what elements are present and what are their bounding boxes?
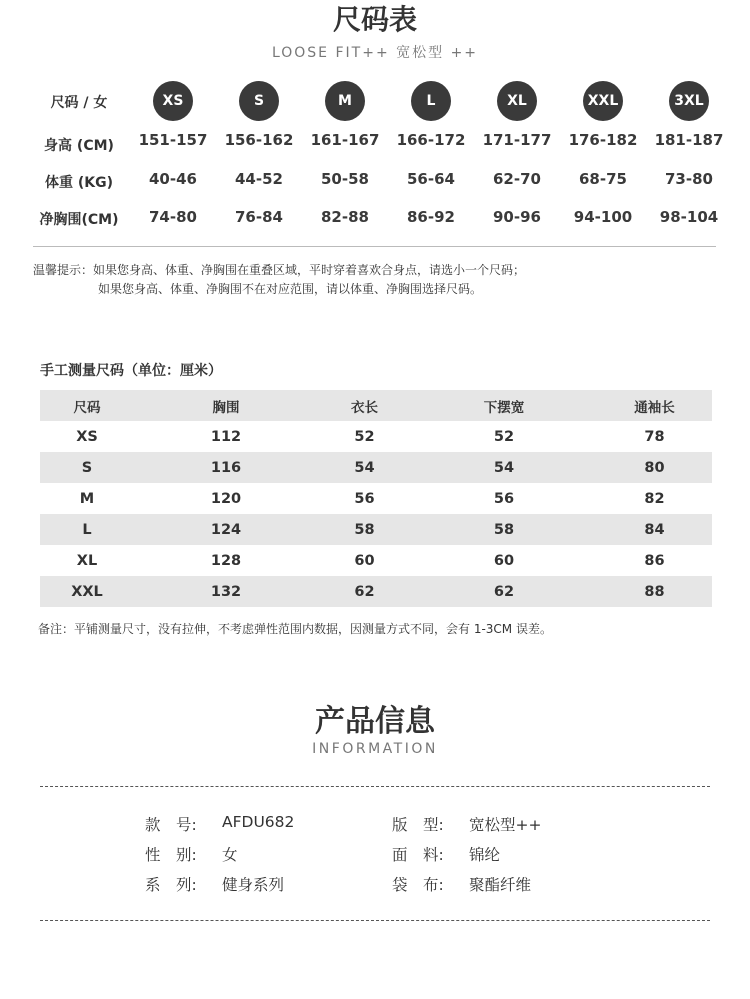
weight-value: 56-64 — [407, 170, 455, 188]
col-header-length: 衣长 — [318, 390, 411, 421]
cell-hem: 62 — [411, 576, 597, 607]
weight-value: 73-80 — [665, 170, 713, 188]
col-header-sleeve: 通袖长 — [597, 390, 712, 421]
cell-sleeve: 84 — [597, 514, 712, 545]
chest-value: 98-104 — [659, 208, 719, 226]
cell-sleeve: 86 — [644, 552, 665, 569]
chest-value: 86-92 — [407, 208, 455, 226]
weight-value: 62-70 — [493, 170, 541, 188]
cell-size: XS — [76, 428, 98, 445]
measure-note: 备注：平铺测量尺寸，没有拉伸，不考虑弹性范围内数据，因测量方式不同，会有 1-3CM 误差。 — [38, 622, 552, 636]
chest-value: 74-80 — [149, 208, 197, 226]
info-label-fabric: 面 料: — [392, 846, 444, 864]
cell-size: XL — [76, 552, 98, 569]
cell-sleeve: 78 — [644, 428, 665, 445]
info-label-gender: 性 别: — [145, 846, 197, 864]
info-value-gender: 女 — [222, 846, 238, 864]
cell-length: 58 — [318, 514, 411, 545]
cell-hem: 58 — [411, 514, 597, 545]
info-label-style-no: 款 号: — [145, 816, 197, 834]
table-row — [40, 576, 712, 607]
info-value-fit: 宽松型++ — [469, 816, 542, 834]
size-badge-3xl: 3XL — [669, 81, 709, 121]
table-row — [40, 514, 712, 545]
size-badge-xl: XL — [497, 81, 537, 121]
cell-chest: 120 — [210, 490, 242, 507]
col-header-chest: 胸围 — [134, 390, 318, 421]
weight-value: 68-75 — [579, 170, 627, 188]
cell-sleeve: 80 — [597, 452, 712, 483]
height-value: 151-157 — [138, 131, 208, 149]
table-row — [40, 421, 712, 452]
measure-table — [40, 390, 712, 607]
cell-size: XXL — [40, 576, 134, 607]
cell-hem: 56 — [493, 490, 515, 507]
cell-hem: 54 — [411, 452, 597, 483]
size-badge-m: M — [325, 81, 365, 121]
col-header-hem: 下摆宽 — [411, 390, 597, 421]
cell-chest: 124 — [134, 514, 318, 545]
size-badge-xxl: XXL — [583, 81, 623, 121]
product-info-subtitle: INFORMATION — [312, 741, 438, 757]
cell-length: 54 — [318, 452, 411, 483]
cell-chest: 112 — [210, 428, 242, 445]
dashed-divider-bottom — [40, 920, 710, 921]
cell-hem: 60 — [493, 552, 515, 569]
dashed-divider-top — [40, 786, 710, 787]
cell-sleeve: 88 — [597, 576, 712, 607]
size-badge-l: L — [411, 81, 451, 121]
row-label-height: 身高 (CM) — [44, 138, 114, 154]
product-info-title: 产品信息 — [315, 704, 435, 739]
height-value: 181-187 — [654, 131, 724, 149]
info-value-style-no: AFDU682 — [222, 813, 295, 831]
chest-value: 82-88 — [321, 208, 369, 226]
height-value: 166-172 — [396, 131, 466, 149]
weight-value: 40-46 — [149, 170, 197, 188]
size-badge-s: S — [239, 81, 279, 121]
cell-chest: 132 — [134, 576, 318, 607]
table-row — [40, 545, 712, 576]
chest-value: 76-84 — [235, 208, 283, 226]
cell-size: L — [40, 514, 134, 545]
row-label-weight: 体重 (KG) — [44, 175, 113, 191]
divider — [33, 246, 716, 247]
cell-length: 62 — [318, 576, 411, 607]
measure-table-title: 手工测量尺码（单位：厘米） — [40, 363, 222, 379]
height-value: 176-182 — [568, 131, 638, 149]
row-label-chest: 净胸围(CM) — [39, 212, 119, 228]
tip-line-2: 如果您身高、体重、净胸围不在对应范围，请以体重、净胸围选择尺码。 — [98, 282, 483, 296]
height-value: 171-177 — [482, 131, 552, 149]
cell-length: 56 — [354, 490, 375, 507]
table-row — [40, 452, 712, 483]
info-value-fabric: 锦纶 — [469, 846, 501, 864]
info-label-fit: 版 型: — [392, 816, 444, 834]
cell-sleeve: 82 — [644, 490, 665, 507]
table-row — [40, 483, 712, 514]
info-value-series: 健身系列 — [222, 876, 285, 894]
cell-length: 60 — [354, 552, 375, 569]
cell-chest: 116 — [134, 452, 318, 483]
chest-value: 94-100 — [573, 208, 633, 226]
size-header-label: 尺码 / 女 — [50, 95, 108, 111]
table-header-row — [40, 390, 712, 421]
weight-value: 44-52 — [235, 170, 283, 188]
info-label-pocket: 袋 布: — [392, 876, 444, 894]
cell-size: M — [79, 490, 95, 507]
info-label-series: 系 列: — [145, 876, 197, 894]
tip-line-1: 温馨提示：如果您身高、体重、净胸围在重叠区域，平时穿着喜欢合身点，请选小一个尺码； — [33, 263, 526, 277]
col-header-size: 尺码 — [40, 390, 134, 421]
weight-value: 50-58 — [321, 170, 369, 188]
cell-hem: 52 — [493, 428, 515, 445]
size-chart-subtitle: LOOSE FIT++ 宽松型 ++ — [271, 45, 479, 61]
cell-length: 52 — [354, 428, 375, 445]
cell-size: S — [40, 452, 134, 483]
chest-value: 90-96 — [493, 208, 541, 226]
height-value: 156-162 — [224, 131, 294, 149]
size-chart-title: 尺码表 — [332, 3, 417, 36]
cell-chest: 128 — [210, 552, 242, 569]
info-value-pocket: 聚酯纤维 — [469, 876, 532, 894]
height-value: 161-167 — [310, 131, 380, 149]
size-badge-xs: XS — [153, 81, 193, 121]
